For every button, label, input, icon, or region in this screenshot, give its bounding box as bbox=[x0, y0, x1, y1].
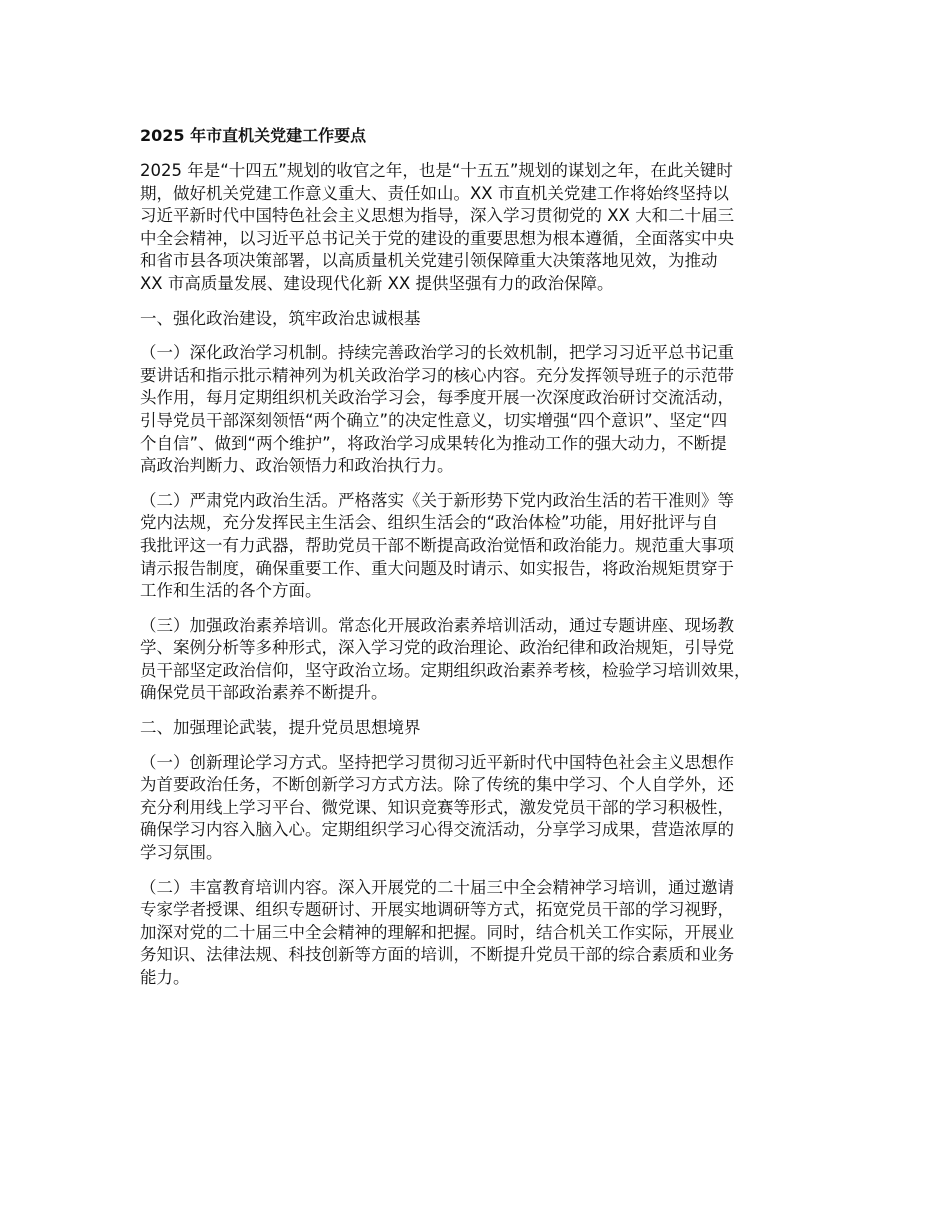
text-line: （二）严肃党内政治生活。严格落实《关于新形势下党内政治生活的若干准则》等 bbox=[140, 490, 734, 510]
text-line: 为首要政治任务，不断创新学习方式方法。除了传统的集中学习、个人自学外，还 bbox=[140, 775, 734, 795]
section-heading-2: 二、加强理论武装，提升党员思想境界 bbox=[140, 718, 421, 738]
text-line: 要讲话和指示批示精神列为机关政治学习的核心内容。充分发挥领导班子的示范带 bbox=[140, 365, 734, 385]
text-line: 学、案例分析等多种形式，深入学习党的政治理论、政治纪律和政治规矩，引导党 bbox=[140, 638, 734, 658]
text-line: （一）深化政治学习机制。持续完善政治学习的长效机制，把学习习近平总书记重 bbox=[140, 343, 734, 363]
text-line: 务知识、法律法规、科技创新等方面的培训，不断提升党员干部的综合素质和业务 bbox=[140, 945, 734, 965]
text-line: 头作用，每月定期组织机关政治学习会，每季度开展一次深度政治研讨交流活动， bbox=[140, 388, 734, 408]
section-heading-1: 一、强化政治建设，筑牢政治忠诚根基 bbox=[140, 308, 421, 328]
text-line: 充分利用线上学习平台、微党课、知识竞赛等形式，激发党员干部的学习积极性， bbox=[140, 797, 734, 817]
text-line: 引导党员干部深刻领悟“两个确立”的决定性意义，切实增强“四个意识”、坚定“四 bbox=[140, 410, 728, 430]
document-title: 2025 年市直机关党建工作要点 bbox=[140, 126, 367, 145]
text-line: 确保学习内容入脑入心。定期组织学习心得交流活动，分享学习成果，营造浓厚的 bbox=[140, 820, 734, 840]
text-line: 党内法规，充分发挥民主生活会、组织生活会的“政治体检”功能，用好批评与自 bbox=[140, 513, 719, 533]
text-line: 习近平新时代中国特色社会主义思想为指导，深入学习贯彻党的 XX 大和二十届三 bbox=[140, 206, 735, 226]
text-line: 请示报告制度，确保重要工作、重大问题及时请示、如实报告，将政治规矩贯穿于 bbox=[140, 558, 734, 578]
section-1-paragraph-1 bbox=[140, 342, 840, 478]
text-line: 期，做好机关党建工作意义重大、责任如山。XX 市直机关党建工作将始终坚持以 bbox=[140, 183, 729, 203]
text-line: 员干部坚定政治信仰，坚守政治立场。定期组织政治素养考核，检验学习培训效果， bbox=[140, 660, 751, 680]
text-line: 专家学者授课、组织专题研讨、开展实地调研等方式，拓宽党员干部的学习视野， bbox=[140, 900, 734, 920]
section-2-paragraph-2 bbox=[140, 877, 840, 990]
text-line: 我批评这一有力武器，帮助党员干部不断提高政治觉悟和政治能力。规范重大事项 bbox=[140, 535, 734, 555]
text-line: 能力。 bbox=[140, 968, 190, 987]
text-line: 个自信”、做到“两个维护”，将政治学习成果转化为推动工作的强大动力，不断提 bbox=[140, 433, 727, 453]
text-line: （一）创新理论学习方式。坚持把学习贯彻习近平新时代中国特色社会主义思想作 bbox=[140, 752, 734, 772]
text-line: 和省市县各项决策部署，以高质量机关党建引领保障重大决策落地见效，为推动 bbox=[140, 251, 718, 271]
text-line: 2025 年是“十四五”规划的收官之年，也是“十五五”规划的谋划之年，在此关键时 bbox=[140, 161, 733, 180]
text-line: （二）丰富教育培训内容。深入开展党的二十届三中全会精神学习培训，通过邀请 bbox=[140, 877, 734, 897]
text-line: 学习氛围。 bbox=[140, 843, 223, 863]
document-page bbox=[140, 124, 840, 1002]
section-2-paragraph-1 bbox=[140, 752, 840, 865]
text-line: XX 市高质量发展、建设现代化新 XX 提供坚强有力的政治保障。 bbox=[140, 273, 614, 293]
intro-paragraph bbox=[140, 160, 840, 296]
text-line: （三）加强政治素养培训。常态化开展政治素养培训活动，通过专题讲座、现场教 bbox=[140, 615, 734, 635]
section-1-paragraph-2 bbox=[140, 490, 840, 603]
section-1-paragraph-3 bbox=[140, 615, 840, 705]
text-line: 加深对党的二十届三中全会精神的理解和把握。同时，结合机关工作实际，开展业 bbox=[140, 922, 734, 942]
text-line: 确保党员干部政治素养不断提升。 bbox=[140, 683, 388, 703]
text-line: 中全会精神，以习近平总书记关于党的建设的重要思想为根本遵循，全面落实中央 bbox=[140, 228, 734, 248]
text-line: 高政治判断力、政治领悟力和政治执行力。 bbox=[140, 456, 454, 476]
text-line: 工作和生活的各个方面。 bbox=[140, 581, 322, 601]
